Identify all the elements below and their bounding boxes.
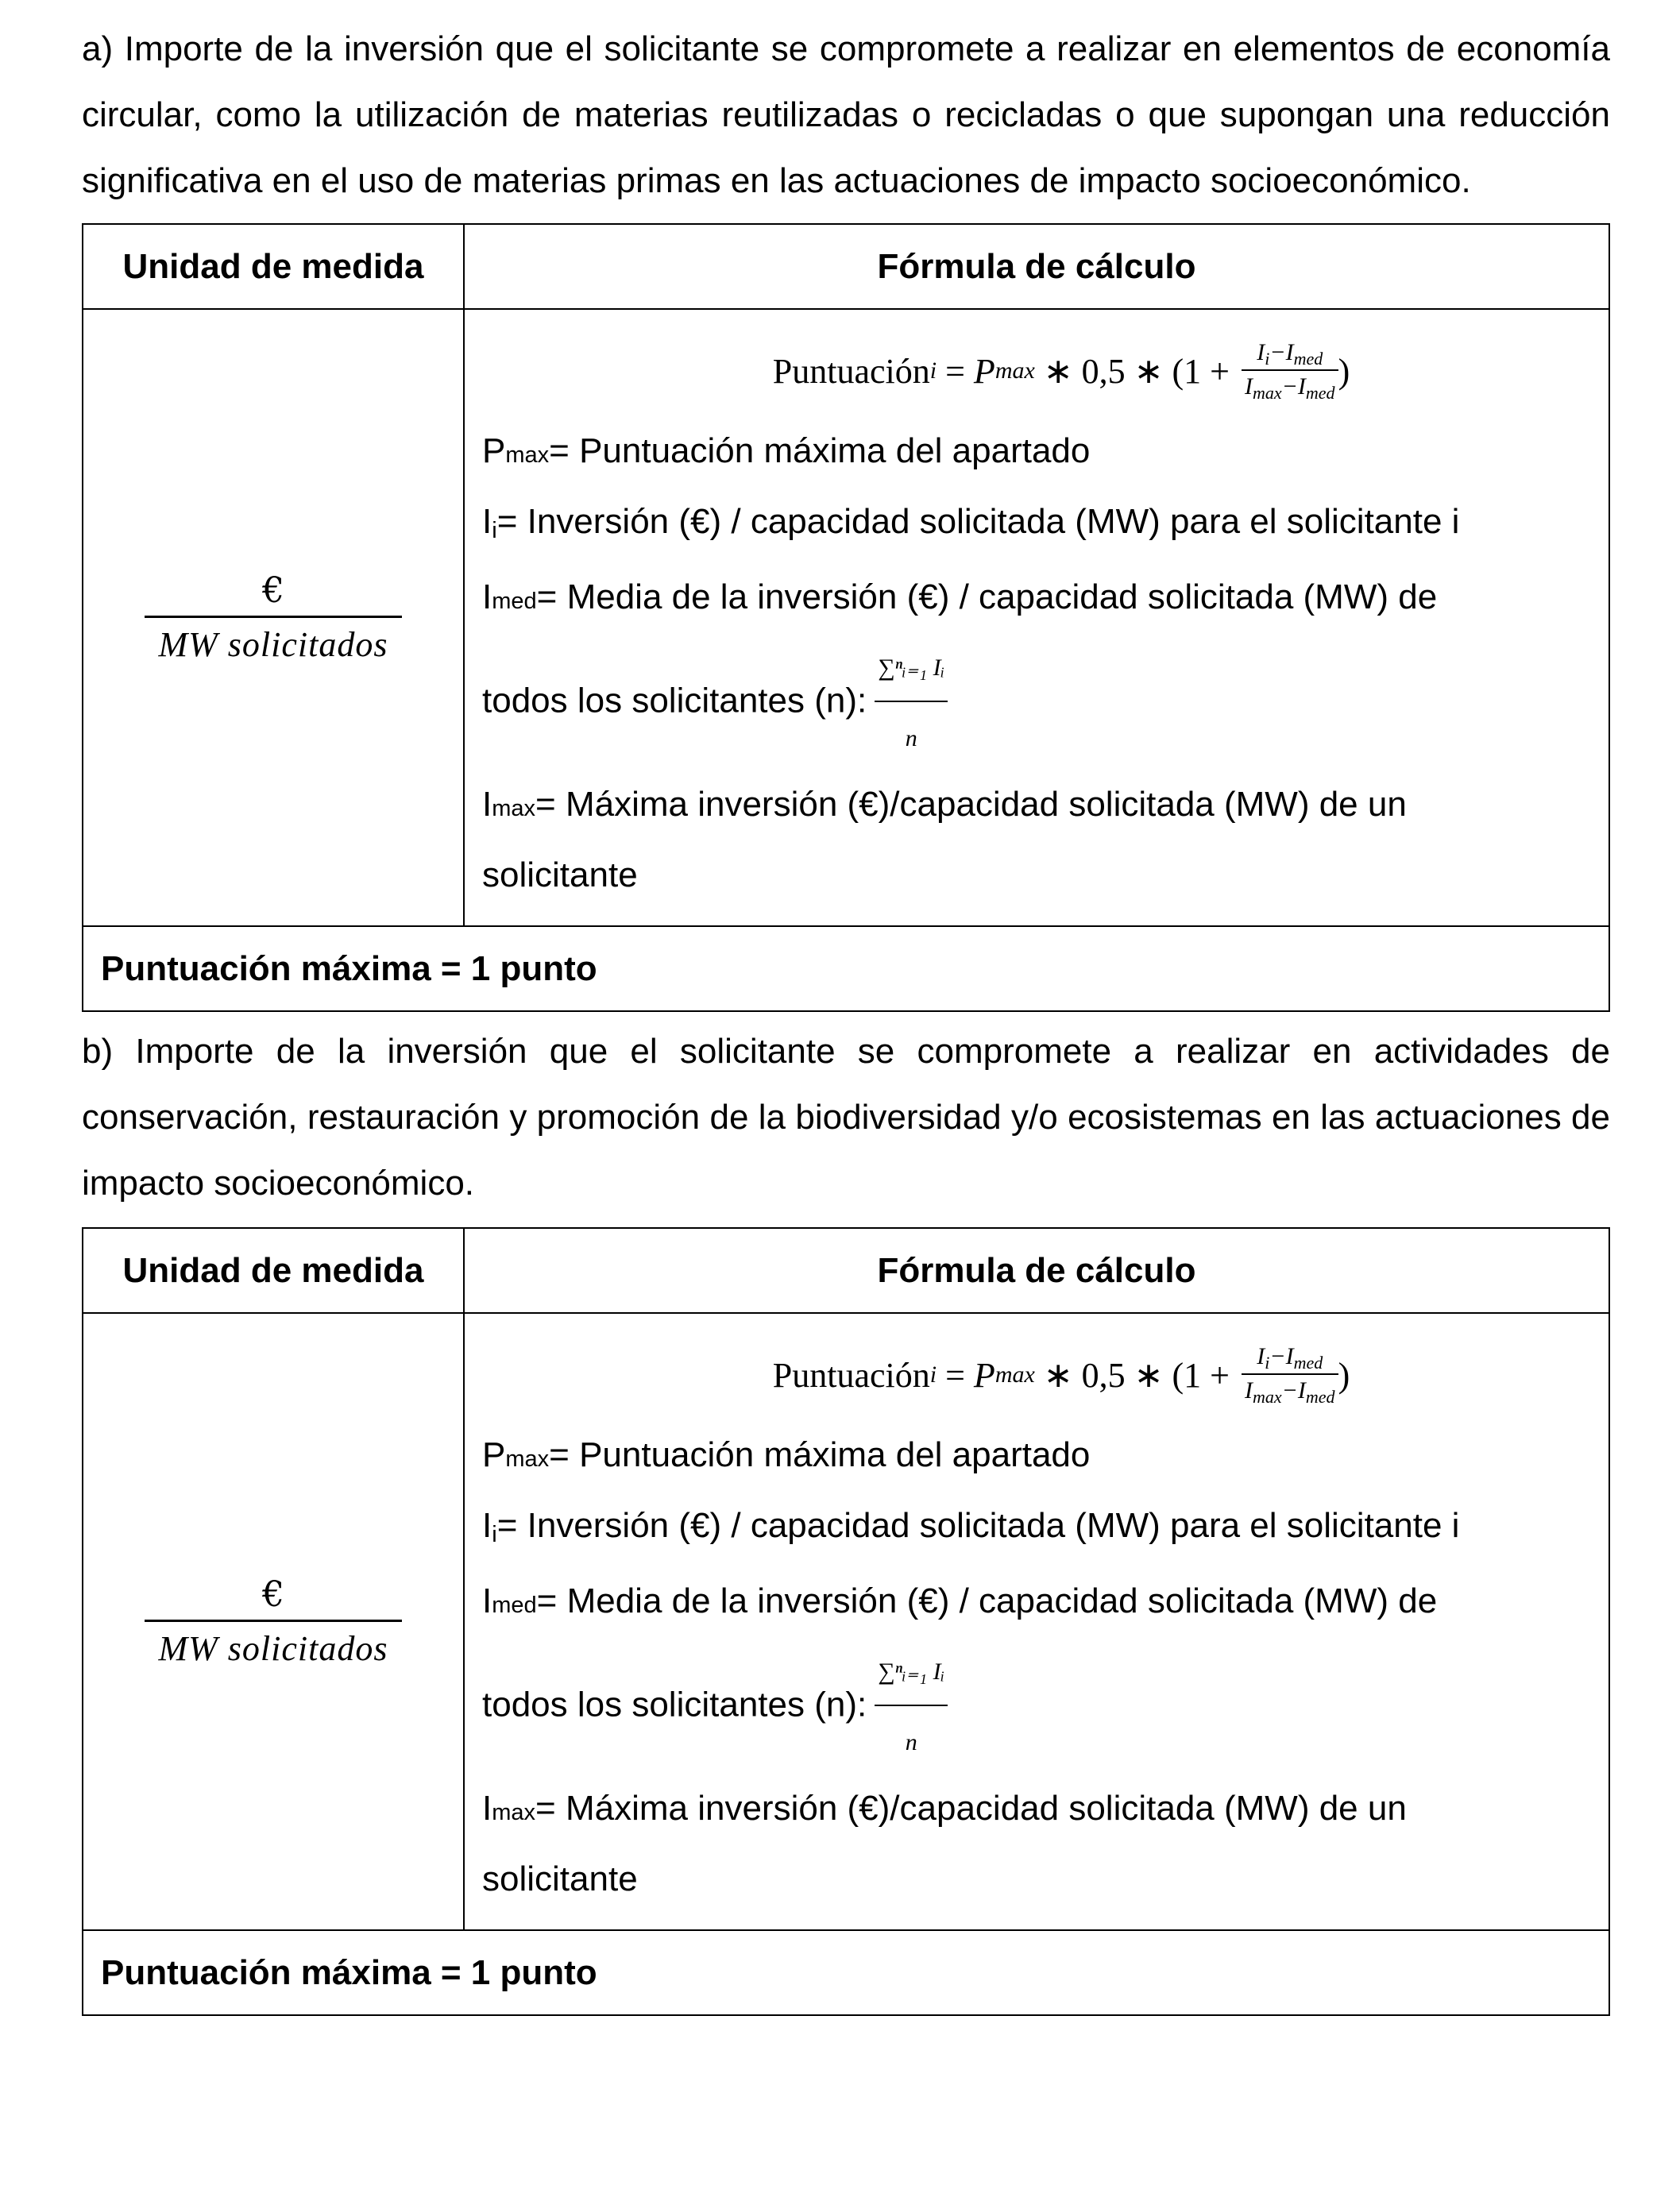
def-imax <box>482 771 1609 842</box>
fn-op: − <box>1269 1342 1286 1369</box>
max-score: Puntuación máxima = 1 punto <box>83 926 1609 1011</box>
fn-a: I <box>1257 1342 1265 1369</box>
formula-p-sub: max <box>994 1361 1035 1388</box>
fn-a: I <box>1257 338 1265 365</box>
formula-mid: ∗ 0,5 ∗ (1 + <box>1034 351 1238 391</box>
formula-p: P <box>973 351 995 391</box>
table-body-row <box>83 1313 1609 1930</box>
fn-a-sub: i <box>1265 1352 1270 1373</box>
fn-b-sub: med <box>1293 1352 1323 1373</box>
def-imed <box>482 1568 1609 1639</box>
unit-numerator: € <box>261 570 284 611</box>
formula-eq: = <box>937 1355 974 1395</box>
sum-den: n <box>875 701 948 771</box>
header-formula: Fórmula de cálculo <box>464 224 1609 309</box>
def-imax-cont: solicitante <box>482 1859 638 1898</box>
document-page <box>82 16 1610 2016</box>
formula-fraction-num <box>1253 1343 1326 1373</box>
def-imed-label: I <box>482 577 492 616</box>
def-pmax-sub: max <box>505 442 550 468</box>
formula-p: P <box>973 1355 995 1395</box>
formula-cell <box>464 309 1609 926</box>
formula-fraction <box>1242 339 1338 404</box>
def-imed-sub: med <box>492 1593 537 1618</box>
sum-den: n <box>875 1705 948 1775</box>
unit-denominator: MW solicitados <box>145 616 403 665</box>
def-imax-text: = Máxima inversión (€)/capacidad solicitada (MW) de un <box>535 785 1407 824</box>
def-pmax-sub: max <box>505 1446 550 1472</box>
def-pmax-label: P <box>482 1435 506 1474</box>
header-unit: Unidad de medida <box>83 1228 464 1313</box>
unit-cell <box>83 1313 464 1930</box>
section-a-paragraph: a) Importe de la inversión que el solicitante se compromete a realizar en elementos de economía circular, como la utilización de materias reutilizadas o recicladas o que supongan una reducción significativa en el uso de materias primas en las actuaciones de impacto socioeconómico. <box>82 29 1610 200</box>
def-imax-text: = Máxima inversión (€)/capacidad solicitada (MW) de un <box>535 1789 1407 1828</box>
fd-b-sub: med <box>1305 1386 1335 1407</box>
def-imax-label: I <box>482 785 492 824</box>
def-i-label: I <box>482 502 492 541</box>
unit-fraction <box>145 570 403 665</box>
def-imax-label: I <box>482 1789 492 1828</box>
def-imed-text2: todos los solicitantes (n): <box>482 1685 867 1724</box>
def-pmax-text: = Puntuación máxima del apartado <box>549 431 1091 470</box>
unit-fraction <box>145 1574 403 1669</box>
formula-mid: ∗ 0,5 ∗ (1 + <box>1034 1355 1238 1395</box>
fd-b-sub: med <box>1305 382 1335 403</box>
table-body-row <box>83 309 1609 926</box>
def-imed <box>482 564 1609 635</box>
fd-b: I <box>1297 1377 1306 1404</box>
formula-eq: = <box>937 351 974 391</box>
fd-a: I <box>1245 1377 1253 1404</box>
formula-cell <box>464 1313 1609 1930</box>
def-i-label: I <box>482 1506 492 1545</box>
def-imax-cont: solicitante <box>482 855 638 894</box>
fn-b: I <box>1285 1342 1294 1369</box>
unit-cell <box>83 309 464 926</box>
def-pmax <box>482 418 1609 488</box>
score-formula <box>482 1331 1609 1419</box>
section-b-table <box>82 1227 1610 2016</box>
def-imed-sub: med <box>492 589 537 614</box>
fd-a: I <box>1245 373 1253 400</box>
def-i-sub: i <box>492 1522 497 1547</box>
table-footer-row <box>83 1930 1609 2015</box>
formula-fraction-num <box>1253 339 1326 369</box>
def-imed-text: = Media de la inversión (€) / capacidad solicitada (MW) de <box>536 577 1438 616</box>
formula-lhs-sub: i <box>929 357 937 384</box>
def-imax <box>482 1775 1609 1846</box>
def-i <box>482 488 1609 564</box>
def-imax-sub: max <box>492 796 536 821</box>
def-pmax-text: = Puntuación máxima del apartado <box>549 1435 1091 1474</box>
def-imed-cont <box>482 1639 1609 1775</box>
def-pmax <box>482 1422 1609 1493</box>
formula-p-sub: max <box>994 357 1035 384</box>
header-formula: Fórmula de cálculo <box>464 1228 1609 1313</box>
fd-op: − <box>1281 373 1298 400</box>
formula-close: ) <box>1338 1355 1350 1395</box>
formula-lhs-sub: i <box>929 1361 937 1388</box>
section-b-paragraph: b) Importe de la inversión que el solicitante se compromete a realizar en actividades de conservación, restauración y promoción de la biodiversidad y/o ecosistemas en las actuaciones de impacto socioeconómico. <box>82 1032 1610 1203</box>
formula-fraction <box>1242 1343 1338 1408</box>
sum-num: ∑ⁿᵢ₌₁ Iᵢ <box>878 1659 945 1685</box>
def-imed-label: I <box>482 1581 492 1620</box>
formula-fraction-den <box>1242 1373 1338 1408</box>
table-header-row <box>83 1228 1609 1313</box>
def-i <box>482 1493 1609 1568</box>
sum-fraction <box>875 1639 948 1775</box>
table-header-row <box>83 224 1609 309</box>
sum-num: ∑ⁿᵢ₌₁ Iᵢ <box>878 655 945 681</box>
header-unit: Unidad de medida <box>83 224 464 309</box>
unit-numerator: € <box>261 1574 284 1615</box>
def-imed-text2: todos los solicitantes (n): <box>482 681 867 720</box>
score-formula <box>482 327 1609 415</box>
section-a-table <box>82 223 1610 1012</box>
def-i-sub: i <box>492 518 497 543</box>
def-imax-sub: max <box>492 1800 536 1825</box>
sum-fraction <box>875 635 948 771</box>
def-i-text: = Inversión (€) / capacidad solicitada (MW) para el solicitante i <box>496 502 1460 541</box>
unit-denominator: MW solicitados <box>145 1620 403 1669</box>
table-footer-row <box>83 926 1609 1011</box>
formula-lhs: Puntuación <box>772 351 930 391</box>
fd-a-sub: max <box>1253 1386 1282 1407</box>
def-imed-cont <box>482 635 1609 771</box>
formula-close: ) <box>1338 351 1350 391</box>
def-imed-text: = Media de la inversión (€) / capacidad solicitada (MW) de <box>536 1581 1438 1620</box>
max-score: Puntuación máxima = 1 punto <box>83 1930 1609 2015</box>
formula-lhs: Puntuación <box>772 1355 930 1395</box>
fd-b: I <box>1297 373 1306 400</box>
def-pmax-label: P <box>482 431 506 470</box>
fn-a-sub: i <box>1265 348 1270 369</box>
fd-op: − <box>1281 1377 1298 1404</box>
fn-op: − <box>1269 338 1286 365</box>
fn-b-sub: med <box>1293 348 1323 369</box>
formula-fraction-den <box>1242 369 1338 404</box>
def-i-text: = Inversión (€) / capacidad solicitada (MW) para el solicitante i <box>496 1506 1460 1545</box>
fn-b: I <box>1285 338 1294 365</box>
fd-a-sub: max <box>1253 382 1282 403</box>
